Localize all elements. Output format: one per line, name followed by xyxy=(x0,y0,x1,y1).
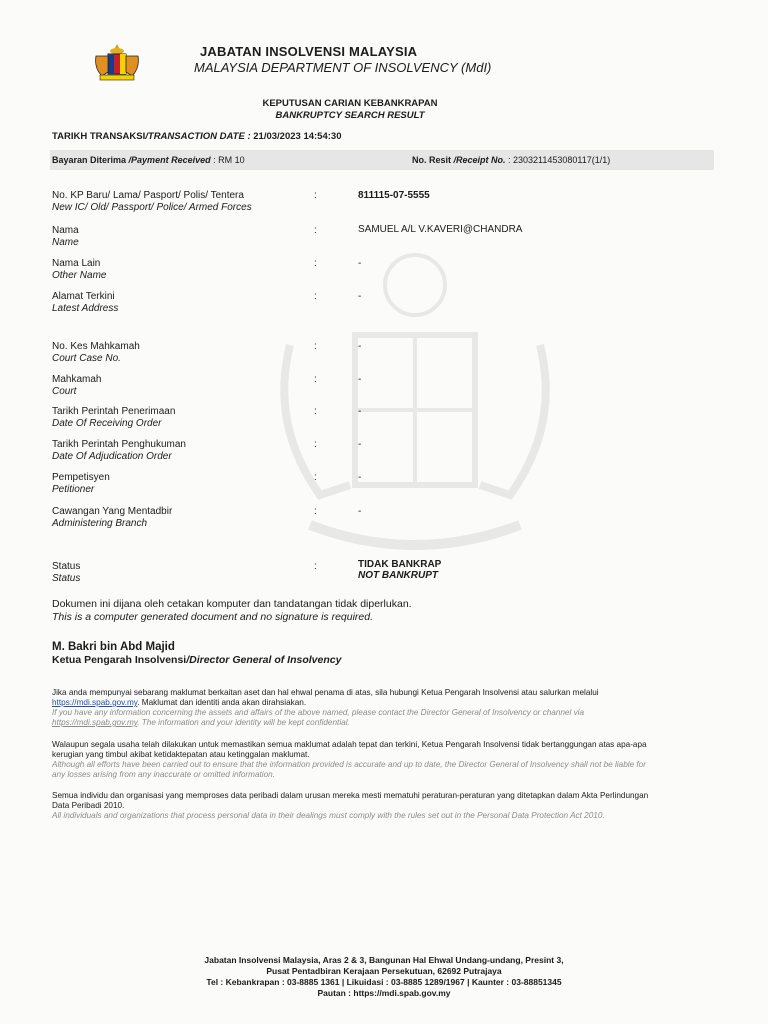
footer-link: Pautan : https://mdi.spab.gov.my xyxy=(317,988,451,998)
field-label-court: Mahkamah Court xyxy=(52,374,102,397)
signatory-name: M. Bakri bin Abd Majid xyxy=(52,641,175,653)
agency-subtitle: MALAYSIA DEPARTMENT OF INSOLVENCY (MdI) xyxy=(194,60,492,75)
transaction-value: 21/03/2023 14:54:30 xyxy=(253,131,342,142)
field-label-status: Status Status xyxy=(52,561,81,584)
colon: : xyxy=(314,225,317,236)
status-value-en: NOT BANKRUPT xyxy=(358,570,438,581)
computer-generated-note-my: Dokumen ini dijana oleh cetakan komputer dan tandatangan tidak diperlukan. xyxy=(52,598,412,610)
transaction-label-en: /TRANSACTION DATE : xyxy=(145,131,254,142)
payment-value: : RM 10 xyxy=(210,155,245,165)
field-value-name: SAMUEL A/L V.KAVERI@CHANDRA xyxy=(358,224,523,235)
mdi-link[interactable]: https://mdi.spab.gov.my xyxy=(52,698,138,707)
payment-received xyxy=(52,155,245,165)
field-value-other-name: - xyxy=(358,258,362,269)
colon: : xyxy=(314,561,317,572)
field-value-court-case: - xyxy=(358,341,362,352)
malaysia-coat-of-arms-icon xyxy=(92,42,142,82)
payment-label-my: Bayaran Diterima xyxy=(52,155,127,165)
footer-address-2: Pusat Pentadbiran Kerajaan Persekutuan, 62692 Putrajaya xyxy=(266,966,502,976)
footer-phone: Tel : Kebankrapan : 03-8885 1361 | Likuidasi : 03-8885 1289/1967 | Kaunter : 03-88851345 xyxy=(206,977,562,987)
status-value-my: TIDAK BANKRAP xyxy=(358,559,442,570)
receipt-number xyxy=(412,155,610,165)
disclaimer-paragraph: Walaupun segala usaha telah dilakukan untuk memastikan semua maklumat adalah tepat dan terkini, Ketua Pengarah Insolvensi tidak bertanggungan atas apa-apa kerugian yang timbul akibat ketidaktepatan atau ketinggalan maklumat. Although all efforts have been carried out to ensure that the information provided is accurate and up to date, the Director General of Insolvency shall not be liable for any losses arising from any inaccurate or omitted information. xyxy=(52,740,647,779)
field-value-receiving-order: - xyxy=(358,406,362,417)
doc-title-my: KEPUTUSAN CARIAN KEBANKRAPAN xyxy=(262,98,438,109)
transaction-label-my: TARIKH TRANSAKSI xyxy=(52,131,146,142)
mdi-link-en[interactable]: https://mdi.spab.gov.my xyxy=(52,718,138,727)
status-value xyxy=(358,559,441,581)
colon: : xyxy=(314,374,317,385)
footer-address-1: Jabatan Insolvensi Malaysia, Aras 2 & 3, Bangunan Hal Ehwal Undang-undang, Presint 3, xyxy=(204,955,564,965)
field-label-receiving-order: Tarikh Perintah Penerimaan Date Of Receiving Order xyxy=(52,406,176,429)
agency-title: JABATAN INSOLVENSI MALAYSIA xyxy=(200,44,418,59)
colon: : xyxy=(314,258,317,269)
computer-generated-note-en: This is a computer generated document and no signature is required. xyxy=(52,611,374,623)
colon: : xyxy=(314,472,317,483)
receipt-label-my: No. Resit xyxy=(412,155,452,165)
field-value-petitioner: - xyxy=(358,472,362,483)
field-value-court: - xyxy=(358,374,362,385)
colon: : xyxy=(314,406,317,417)
payment-label-en: /Payment Received xyxy=(126,155,211,165)
field-label-adjudication-order: Tarikh Perintah Penghukuman Date Of Adjudication Order xyxy=(52,439,186,462)
coat-of-arms-watermark-icon xyxy=(250,245,580,585)
colon: : xyxy=(314,190,317,201)
transaction-date xyxy=(52,131,341,142)
receipt-value: : 2303211453080117(1/1) xyxy=(508,155,611,165)
field-value-address: - xyxy=(358,291,362,302)
signatory-title: Ketua Pengarah Insolvensi/Director General of Insolvency xyxy=(52,654,342,666)
field-label-court-case: No. Kes Mahkamah Court Case No. xyxy=(52,341,140,364)
receipt-label-en: /Receipt No. xyxy=(451,155,509,165)
colon: : xyxy=(314,291,317,302)
colon: : xyxy=(314,506,317,517)
pdpa-paragraph: Semua individu dan organisasi yang memproses data peribadi dalam urusan mereka mesti mematuhi peraturan-peraturan yang ditetapkan dalam Akta Perlindungan Data Peribadi 2010. All individuals and organizations that process personal data in their dealings must comply with the rules set out in the Personal Data Protection Act 2010. xyxy=(52,791,649,820)
field-value-ic: 811115-07-5555 xyxy=(358,190,430,201)
field-value-branch: - xyxy=(358,506,362,517)
field-label-name: Nama Name xyxy=(52,225,79,248)
colon: : xyxy=(314,341,317,352)
field-label-ic: No. KP Baru/ Lama/ Pasport/ Polis/ Tentera New IC/ Old/ Passport/ Police/ Armed Forces xyxy=(52,190,252,213)
field-value-adjudication-order: - xyxy=(358,439,362,450)
colon: : xyxy=(314,439,317,450)
info-paragraph: Jika anda mempunyai sebarang maklumat berkaitan aset dan hal ehwal penama di atas, sila hubungi Ketua Pengarah Insolvensi atau salurkan melalui https://mdi.spab.gov.my. Maklumat dan identiti anda akan dirahsiakan. If you have any information concerning the assets and affairs of the above named, please contact the Director General of Insolvency or channel via https://mdi.spab.gov.my. The information and your identity will be kept confidential. xyxy=(52,688,599,727)
doc-title-en: BANKRUPTCY SEARCH RESULT xyxy=(275,110,425,121)
field-label-petitioner: Pempetisyen Petitioner xyxy=(52,472,110,495)
field-label-branch: Cawangan Yang Mentadbir Administering Branch xyxy=(52,506,173,529)
field-label-other-name: Nama Lain Other Name xyxy=(52,258,107,281)
field-label-address: Alamat Terkini Latest Address xyxy=(52,291,119,314)
